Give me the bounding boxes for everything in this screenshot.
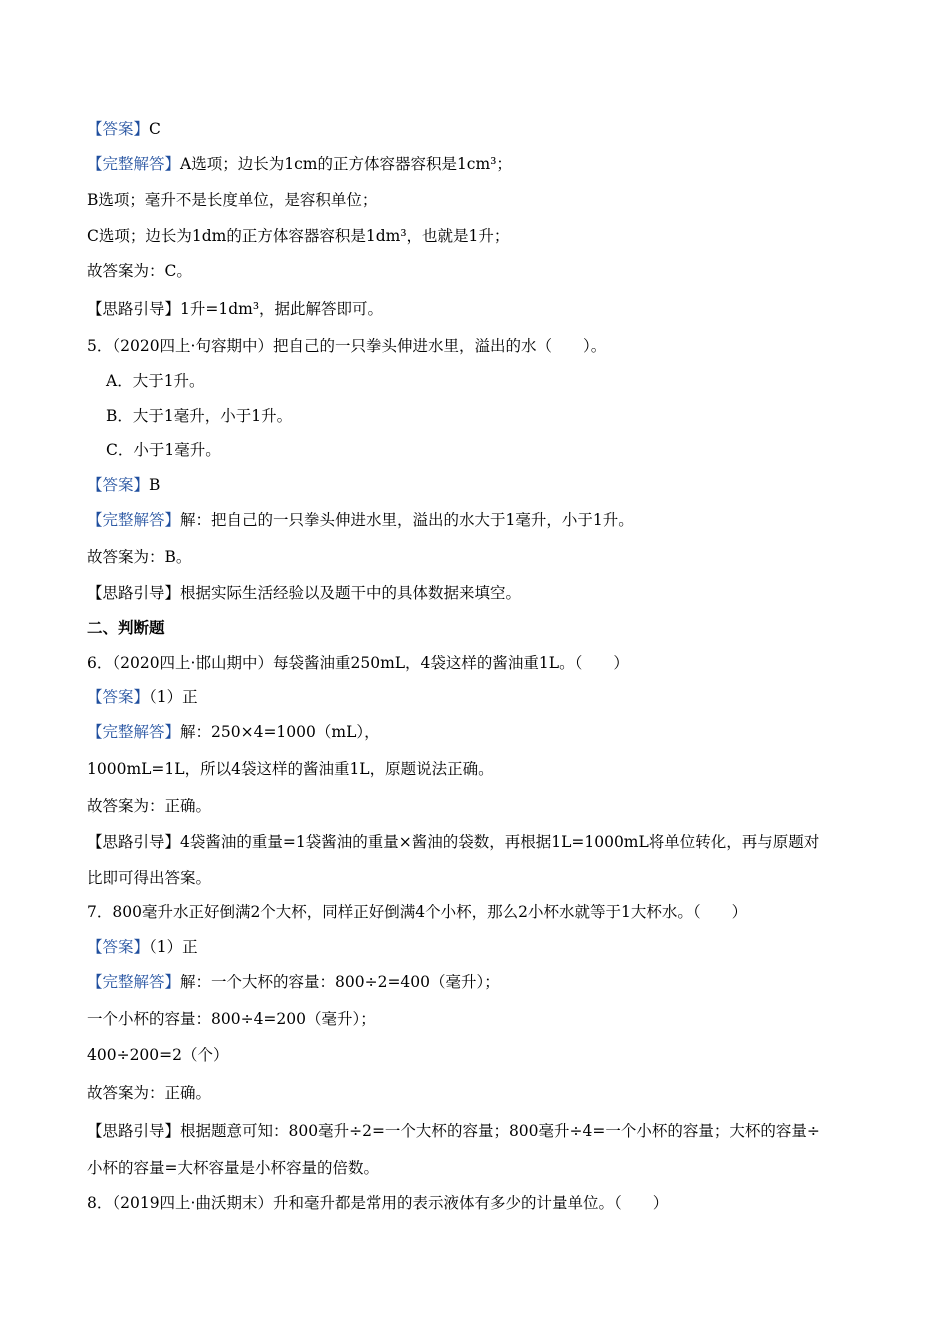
q5-option-a: A．大于1升。 bbox=[106, 372, 205, 390]
q5-hint: 根据实际生活经验以及题干中的具体数据来填空。 bbox=[180, 584, 522, 602]
hint-label: 【思路引导】 bbox=[87, 1122, 181, 1140]
q7-answer-line bbox=[87, 936, 890, 958]
q4-solution-line1: A选项；边长为1cm的正方体容器容积是1cm³； bbox=[180, 155, 512, 173]
q5-option-c: C．小于1毫升。 bbox=[106, 441, 221, 459]
q7-solution-line3: 400÷200=2（个） bbox=[87, 1046, 229, 1064]
q6-solution-line2: 1000mL=1L，所以4袋这样的酱油重1L，原题说法正确。 bbox=[87, 760, 494, 778]
q7-answer: （1）正 bbox=[149, 938, 198, 956]
q5-solution-line bbox=[87, 509, 890, 531]
hint-label: 【思路引导】 bbox=[87, 300, 181, 318]
hint-label: 【思路引导】 bbox=[87, 833, 181, 851]
q6-solution-line1: 解：250×4=1000（mL）， bbox=[180, 723, 380, 741]
q7-conclusion: 故答案为：正确。 bbox=[87, 1084, 212, 1102]
q6-solution-line bbox=[87, 721, 890, 743]
answer-label: 【答案】 bbox=[87, 476, 150, 494]
q4-conclusion: 故答案为：C。 bbox=[87, 262, 192, 280]
q5-question: 5．（2020四上·句容期中）把自己的一只拳头伸进水里，溢出的水（ ）。 bbox=[87, 337, 607, 355]
q6-hint-line1: 4袋酱油的重量=1袋酱油的重量×酱油的袋数，再根据1L=1000mL将单位转化，再与原题对 bbox=[180, 833, 820, 851]
q4-answer: C bbox=[149, 120, 161, 138]
answer-label: 【答案】 bbox=[87, 938, 150, 956]
q5-hint-line bbox=[87, 582, 890, 604]
solution-label: 【完整解答】 bbox=[87, 723, 181, 741]
q4-hint-line bbox=[87, 298, 890, 320]
q4-solution-line bbox=[87, 153, 890, 175]
q7-hint-line bbox=[87, 1120, 890, 1142]
q7-solution-line1: 解：一个大杯的容量：800÷2=400（毫升）； bbox=[180, 973, 500, 991]
q4-hint: 1升=1dm³，据此解答即可。 bbox=[180, 300, 384, 318]
q6-answer-line bbox=[87, 686, 890, 708]
q6-hint-line bbox=[87, 831, 890, 853]
solution-label: 【完整解答】 bbox=[87, 973, 181, 991]
q4-answer-line bbox=[87, 118, 890, 140]
hint-label: 【思路引导】 bbox=[87, 584, 181, 602]
q6-conclusion: 故答案为：正确。 bbox=[87, 797, 212, 815]
q7-hint-line1: 根据题意可知：800毫升÷2=一个大杯的容量；800毫升÷4=一个小杯的容量；大杯的容量÷ bbox=[180, 1122, 820, 1140]
answer-label: 【答案】 bbox=[87, 688, 150, 706]
q5-answer-line bbox=[87, 474, 890, 496]
q4-solution-line3: C选项；边长为1dm的正方体容器容积是1dm³，也就是1升； bbox=[87, 227, 510, 245]
q7-hint-line2: 小杯的容量=大杯容量是小杯容量的倍数。 bbox=[87, 1159, 379, 1177]
q7-question: 7．800毫升水正好倒满2个大杯，同样正好倒满4个小杯，那么2小杯水就等于1大杯水。（ ） bbox=[87, 903, 748, 921]
q4-solution-line2: B选项；毫升不是长度单位，是容积单位； bbox=[87, 191, 378, 209]
q7-solution-line bbox=[87, 971, 890, 993]
q5-conclusion: 故答案为：B。 bbox=[87, 548, 192, 566]
q5-solution: 解：把自己的一只拳头伸进水里，溢出的水大于1毫升，小于1升。 bbox=[180, 511, 634, 529]
solution-label: 【完整解答】 bbox=[87, 511, 181, 529]
q6-question: 6．（2020四上·邯山期中）每袋酱油重250mL，4袋这样的酱油重1L。（ ） bbox=[87, 654, 629, 672]
q8-question: 8．（2019四上·曲沃期末）升和毫升都是常用的表示液体有多少的计量单位。（ ） bbox=[87, 1194, 669, 1212]
q5-answer: B bbox=[149, 476, 161, 494]
solution-label: 【完整解答】 bbox=[87, 155, 181, 173]
answer-label: 【答案】 bbox=[87, 120, 150, 138]
q7-solution-line2: 一个小杯的容量：800÷4=200（毫升）； bbox=[87, 1010, 376, 1028]
q6-hint-line2: 比即可得出答案。 bbox=[87, 869, 212, 887]
section-title: 二、判断题 bbox=[87, 618, 165, 637]
q5-option-b: B．大于1毫升，小于1升。 bbox=[106, 407, 293, 425]
q6-answer: （1）正 bbox=[149, 688, 198, 706]
